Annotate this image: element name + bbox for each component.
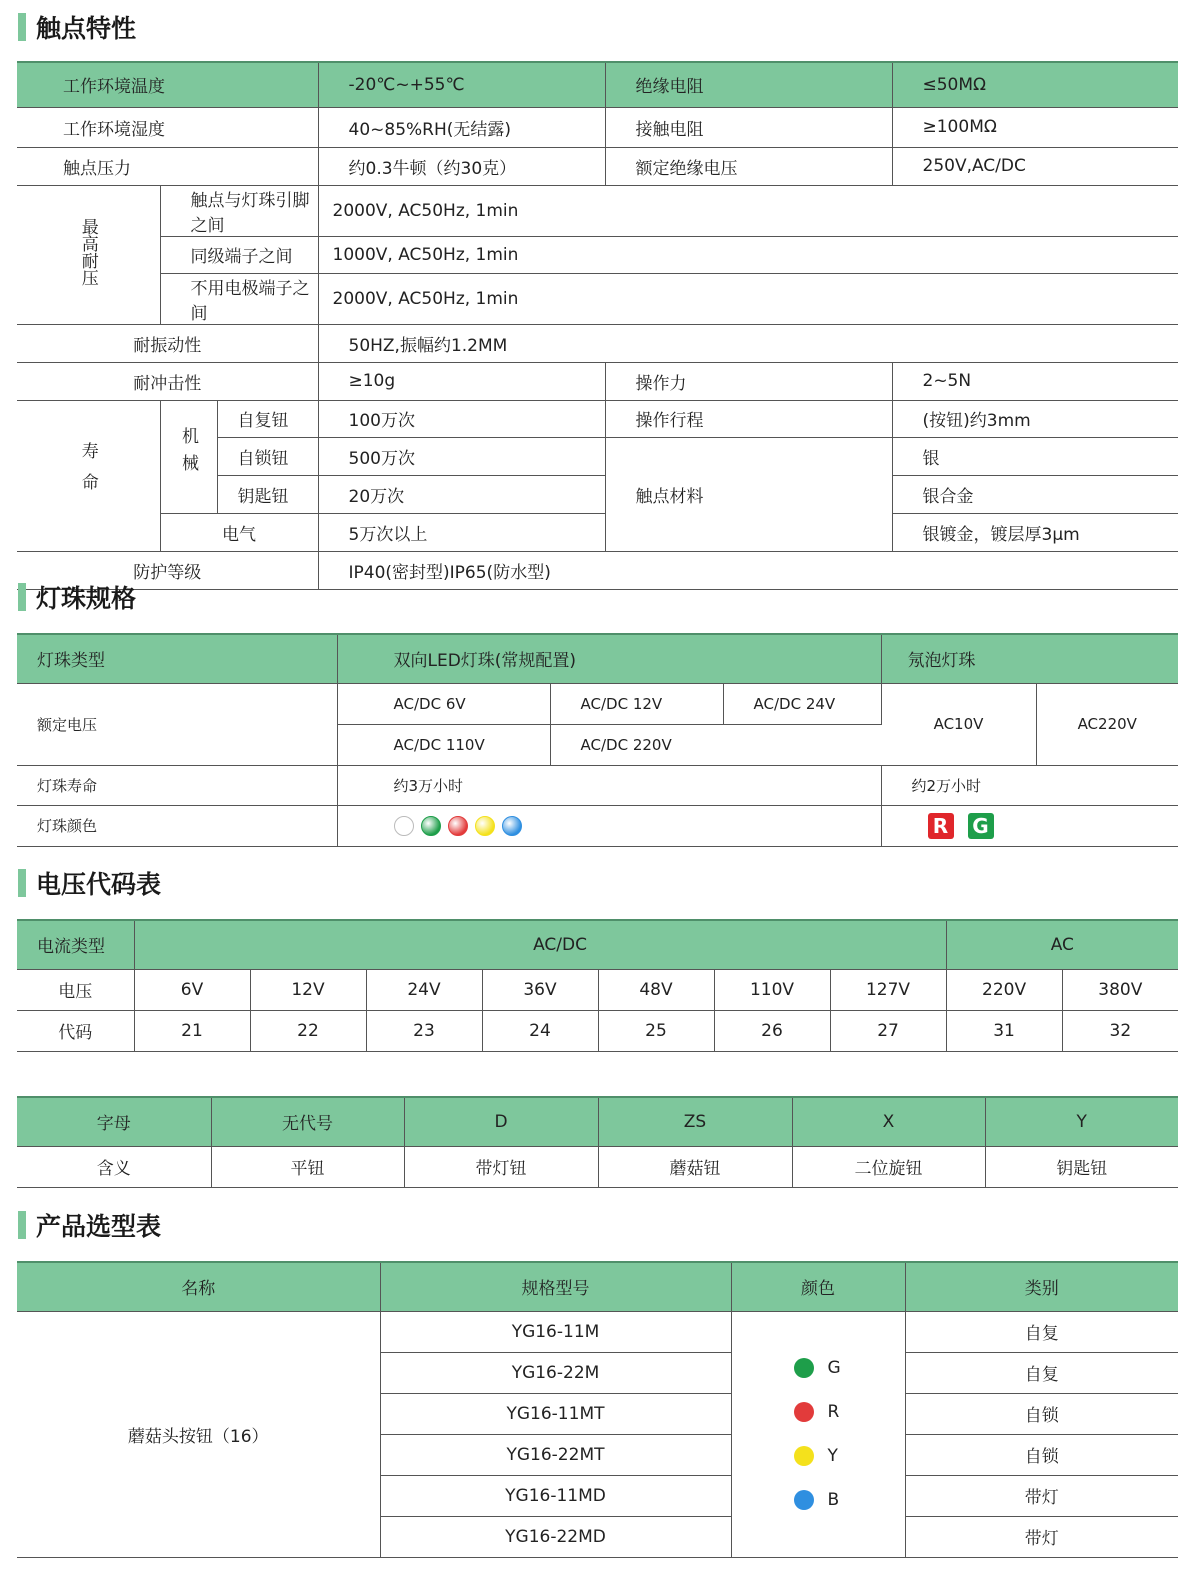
cell: 银镀金，镀层厚3μm bbox=[892, 513, 1178, 551]
letter-head-cell: 字母 bbox=[17, 1097, 211, 1146]
cell: 额定电压 bbox=[17, 683, 337, 765]
section-title-text: 灯珠规格 bbox=[36, 584, 137, 613]
code-cell: 23 bbox=[366, 1010, 482, 1051]
cell: 灯珠颜色 bbox=[17, 805, 337, 846]
select-head-cell: 规格型号 bbox=[380, 1262, 731, 1311]
section-title-text: 触点特性 bbox=[36, 14, 137, 43]
letter-meaning-cell: 蘑菇钮 bbox=[598, 1146, 792, 1187]
cell: YG16-11M bbox=[380, 1311, 731, 1352]
life-label bbox=[17, 400, 160, 551]
cell: 5万次以上 bbox=[318, 513, 605, 551]
cell: (按钮)约3mm bbox=[892, 400, 1178, 437]
title-bar-icon bbox=[18, 1211, 26, 1239]
cell: AC/DC 110V bbox=[337, 724, 550, 765]
cell: 1000V, AC50Hz, 1min bbox=[318, 236, 1178, 273]
cell: ≥100MΩ bbox=[892, 107, 1178, 147]
color-option bbox=[794, 1402, 905, 1422]
cell: AC/DC 24V bbox=[723, 683, 881, 724]
voltage-table bbox=[17, 919, 1178, 1052]
color-letter: B bbox=[827, 1490, 840, 1510]
led-color-dot-icon bbox=[475, 816, 495, 836]
letter-meaning-cell: 带灯钮 bbox=[404, 1146, 598, 1187]
cell: 耐冲击性 bbox=[17, 362, 318, 400]
title-bar-icon bbox=[18, 13, 26, 41]
cell: YG16-22M bbox=[380, 1352, 731, 1393]
cell: 氖泡灯珠 bbox=[881, 634, 1178, 683]
cell: 接触电阻 bbox=[605, 107, 892, 147]
section-title-select bbox=[18, 1208, 161, 1242]
cell: YG16-11MD bbox=[380, 1475, 731, 1516]
cell: AC bbox=[946, 920, 1178, 969]
cell: 50HZ,振幅约1.2MM bbox=[318, 324, 1178, 362]
letter-head-cell: ZS bbox=[598, 1097, 792, 1146]
letter-meaning-cell: 含义 bbox=[17, 1146, 211, 1187]
cell: 约2万小时 bbox=[881, 765, 1178, 805]
cell: 20万次 bbox=[318, 475, 605, 513]
cell: 操作力 bbox=[605, 362, 892, 400]
title-bar-icon bbox=[18, 583, 26, 611]
selection-table bbox=[17, 1261, 1178, 1558]
color-letter: G bbox=[827, 1358, 841, 1378]
led-color-dot-icon bbox=[394, 816, 414, 836]
select-head-cell: 名称 bbox=[17, 1262, 380, 1311]
cell: 不用电极端子之间 bbox=[160, 273, 318, 324]
cell: AC/DC 12V bbox=[550, 683, 723, 724]
color-dot-icon bbox=[794, 1490, 814, 1510]
letter-head-cell: Y bbox=[985, 1097, 1178, 1146]
section-title-bulb bbox=[18, 580, 136, 614]
cell: ≤50MΩ bbox=[892, 62, 1178, 107]
color-letter: Y bbox=[827, 1446, 838, 1466]
neon-badge-r: R bbox=[928, 813, 954, 839]
cell: 100万次 bbox=[318, 400, 605, 437]
voltage-cell: 48V bbox=[598, 969, 714, 1010]
voltage-cell: 12V bbox=[250, 969, 366, 1010]
code-cell: 27 bbox=[830, 1010, 946, 1051]
code-cell: 26 bbox=[714, 1010, 830, 1051]
code-cell: 24 bbox=[482, 1010, 598, 1051]
cell: 防护等级 bbox=[17, 551, 318, 589]
color-dot-icon bbox=[794, 1358, 814, 1378]
color-dot-icon bbox=[794, 1446, 814, 1466]
cell: 工作环境温度 bbox=[17, 62, 318, 107]
voltage-cell: 220V bbox=[946, 969, 1062, 1010]
section-title-contact bbox=[18, 10, 136, 44]
cell: -20℃~+55℃ bbox=[318, 62, 605, 107]
led-color-dot-icon bbox=[421, 816, 441, 836]
cell: 蘑菇头按钮（16） bbox=[17, 1311, 380, 1557]
cell: 2000V, AC50Hz, 1min bbox=[318, 273, 1178, 324]
cell: 同级端子之间 bbox=[160, 236, 318, 273]
cell: 自锁钮 bbox=[217, 437, 318, 475]
voltage-cell: 36V bbox=[482, 969, 598, 1010]
max-voltage-text: 最高耐压 bbox=[77, 218, 98, 286]
bulb-table bbox=[17, 633, 1178, 847]
cell: 触点压力 bbox=[17, 147, 318, 185]
led-color-dot-icon bbox=[502, 816, 522, 836]
voltage-cell: 127V bbox=[830, 969, 946, 1010]
contact-table bbox=[17, 61, 1178, 590]
section-title-text: 电压代码表 bbox=[36, 870, 162, 899]
cell: 触点材料 bbox=[605, 437, 892, 551]
cell: 工作环境湿度 bbox=[17, 107, 318, 147]
voltage-cell: 380V bbox=[1062, 969, 1178, 1010]
cell: IP40(密封型)IP65(防水型) bbox=[318, 551, 1178, 589]
cell: 触点与灯珠引脚之间 bbox=[160, 185, 318, 236]
cell: AC/DC 6V bbox=[337, 683, 550, 724]
cell: AC/DC bbox=[134, 920, 946, 969]
cell: 约3万小时 bbox=[337, 765, 881, 805]
cell: YG16-22MT bbox=[380, 1434, 731, 1475]
code-cell: 32 bbox=[1062, 1010, 1178, 1051]
select-head-cell: 颜色 bbox=[731, 1262, 905, 1311]
color-dot-icon bbox=[794, 1402, 814, 1422]
section-title-voltage bbox=[18, 866, 161, 900]
cell: 自锁 bbox=[905, 1434, 1178, 1475]
voltage-cell: 6V bbox=[134, 969, 250, 1010]
cell: 500万次 bbox=[318, 437, 605, 475]
letter-meaning-cell: 平钮 bbox=[211, 1146, 404, 1187]
letter-code-table bbox=[17, 1096, 1178, 1188]
code-cell: 31 bbox=[946, 1010, 1062, 1051]
life-text: 寿命 bbox=[77, 442, 98, 504]
cell: 自复 bbox=[905, 1311, 1178, 1352]
cell: 电压 bbox=[17, 969, 134, 1010]
cell: 250V,AC/DC bbox=[892, 147, 1178, 185]
letter-head-cell: 无代号 bbox=[211, 1097, 404, 1146]
cell: 灯珠类型 bbox=[17, 634, 337, 683]
voltage-cell: 110V bbox=[714, 969, 830, 1010]
cell: 40~85%RH(无结露) bbox=[318, 107, 605, 147]
cell: 电气 bbox=[160, 513, 318, 551]
letter-meaning-cell: 钥匙钮 bbox=[985, 1146, 1178, 1187]
led-colors bbox=[337, 805, 881, 846]
code-cell: 22 bbox=[250, 1010, 366, 1051]
cell: 绝缘电阻 bbox=[605, 62, 892, 107]
color-list bbox=[731, 1311, 905, 1557]
cell: 带灯 bbox=[905, 1475, 1178, 1516]
cell: 自复钮 bbox=[217, 400, 318, 437]
cell: 耐振动性 bbox=[17, 324, 318, 362]
cell: 电流类型 bbox=[17, 920, 134, 969]
cell: AC220V bbox=[1036, 683, 1178, 765]
letter-head-cell: D bbox=[404, 1097, 598, 1146]
cell: 带灯 bbox=[905, 1516, 1178, 1557]
cell: 银 bbox=[892, 437, 1178, 475]
cell: 双向LED灯珠(常规配置) bbox=[337, 634, 881, 683]
mech-text: 机械 bbox=[178, 427, 198, 481]
color-option bbox=[794, 1358, 905, 1378]
cell: 2~5N bbox=[892, 362, 1178, 400]
cell: 灯珠寿命 bbox=[17, 765, 337, 805]
letter-meaning-cell: 二位旋钮 bbox=[792, 1146, 985, 1187]
cell: YG16-11MT bbox=[380, 1393, 731, 1434]
color-option bbox=[794, 1490, 905, 1510]
section-title-text: 产品选型表 bbox=[36, 1212, 162, 1241]
title-bar-icon bbox=[18, 869, 26, 897]
cell: YG16-22MD bbox=[380, 1516, 731, 1557]
cell: 约0.3牛顿（约30克） bbox=[318, 147, 605, 185]
voltage-cell: 24V bbox=[366, 969, 482, 1010]
cell: AC10V bbox=[881, 683, 1036, 765]
cell: 自锁 bbox=[905, 1393, 1178, 1434]
letter-head-cell: X bbox=[792, 1097, 985, 1146]
neon-colors bbox=[881, 805, 1178, 846]
max-voltage-label bbox=[17, 185, 160, 324]
cell: 额定绝缘电压 bbox=[605, 147, 892, 185]
led-color-dot-icon bbox=[448, 816, 468, 836]
cell: ≥10g bbox=[318, 362, 605, 400]
code-cell: 21 bbox=[134, 1010, 250, 1051]
cell: 代码 bbox=[17, 1010, 134, 1051]
mech-label bbox=[160, 400, 217, 513]
color-option bbox=[794, 1446, 905, 1466]
cell: AC/DC 220V bbox=[550, 724, 881, 765]
neon-badge-g: G bbox=[968, 813, 994, 839]
cell: 银合金 bbox=[892, 475, 1178, 513]
code-cell: 25 bbox=[598, 1010, 714, 1051]
cell: 自复 bbox=[905, 1352, 1178, 1393]
cell: 钥匙钮 bbox=[217, 475, 318, 513]
color-letter: R bbox=[827, 1402, 840, 1422]
cell: 操作行程 bbox=[605, 400, 892, 437]
cell: 2000V, AC50Hz, 1min bbox=[318, 185, 1178, 236]
select-head-cell: 类别 bbox=[905, 1262, 1178, 1311]
